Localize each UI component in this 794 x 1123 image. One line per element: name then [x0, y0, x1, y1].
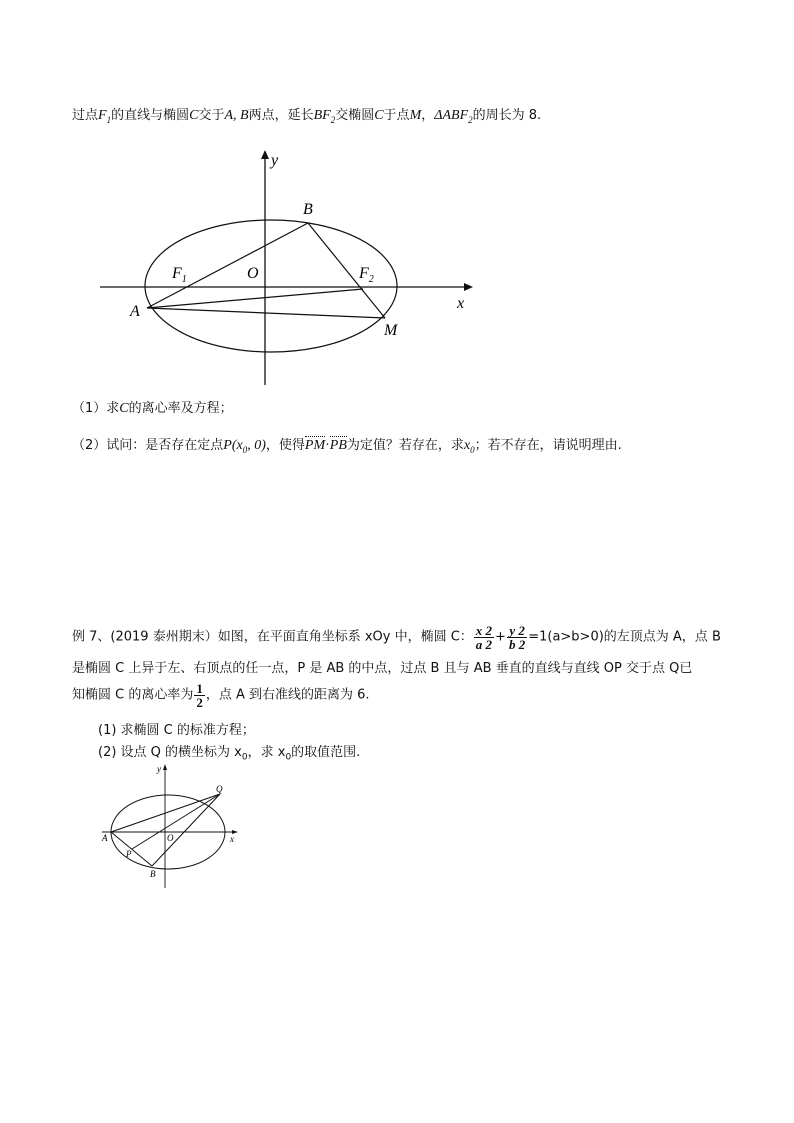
text: ，使得 [265, 438, 305, 453]
subscript: 0 [285, 752, 292, 763]
subscript: 0 [241, 752, 248, 763]
problem6-question-2 [72, 437, 622, 459]
x-axis-arrow [464, 283, 473, 291]
text: 的周长为 8. [472, 108, 542, 123]
c-label: C [119, 401, 129, 416]
label-O: O [247, 265, 259, 282]
ellipse-figure-2 [98, 762, 243, 892]
c-label: C [374, 108, 384, 123]
segment-BM [308, 223, 385, 318]
segment-AF2 [147, 289, 363, 308]
text: 的离心率及方程； [128, 401, 233, 416]
vector-pm: PM [304, 438, 326, 453]
point-p-label: $P(x_0$, 0) [223, 438, 266, 455]
text: 的直线与椭圆 [111, 108, 190, 123]
text: 为定值？若存在，求 [346, 438, 464, 453]
ab-label: A, B [224, 108, 249, 123]
label-B: B [303, 201, 313, 218]
f1-label: $F_1$ [98, 108, 112, 125]
vector-pb: PB [329, 438, 347, 453]
text: 知椭圆 C 的离心率为 [72, 687, 194, 703]
text: ，点 A 到右准线的距离为 6. [205, 687, 370, 703]
text: (1) 求椭圆 C 的标准方程； [98, 723, 255, 738]
text: (2) 设点 Q 的横坐标为 x [98, 745, 242, 760]
dot-operator: · [325, 438, 330, 453]
text: ，求 x [247, 745, 286, 760]
text: 例 7、(2019 泰州期末）如图，在平面直角坐标系 xOy 中，椭圆 C： [72, 629, 473, 645]
problem7-line-3 [72, 682, 370, 709]
label-x: x [457, 295, 465, 312]
text: （1）求 [72, 401, 120, 416]
text: 两点，延长 [248, 108, 314, 123]
ellipse-figure-1 [95, 145, 480, 390]
text: ；若不存在，请说明理由. [474, 438, 622, 453]
fraction-one-half: $\frac{1}{2}$ [196, 681, 203, 710]
label-M: M [384, 322, 398, 339]
label-y: y [271, 152, 279, 169]
text: 于点 [383, 108, 410, 123]
fraction-y2-b2: $\frac{y 2}{b 2}$ [508, 623, 526, 652]
bf2-label: $BF_2$ [313, 108, 336, 125]
problem7-question-1 [98, 722, 255, 740]
label-B: B [150, 869, 156, 879]
label-x: x [230, 834, 234, 844]
problem6-statement [72, 107, 541, 129]
text: 交于 [198, 108, 225, 123]
y-axis-arrow [163, 764, 167, 770]
problem6-question-1 [72, 400, 233, 418]
triangle-label: $\Delta ABF_2$ [434, 108, 473, 125]
text: =1(a>b>0)的左顶点为 A，点 B [528, 629, 721, 645]
label-P: P [126, 849, 132, 859]
problem7-line-1 [72, 624, 721, 651]
c-label: C [189, 108, 199, 123]
label-F1: $F_1$ [172, 265, 187, 285]
label-Q: Q [216, 784, 223, 794]
text: 过点 [72, 108, 99, 123]
label-F2: $F_2$ [359, 265, 374, 285]
problem7-line-2 [72, 660, 692, 678]
text: 是椭圆 C 上异于左、右顶点的任一点，P 是 AB 的中点，过点 B 且与 AB 垂直的直线与直线 OP 交于点 Q已 [72, 661, 693, 676]
x0-label: $x_0$ [463, 438, 475, 455]
label-A: A [130, 303, 140, 320]
label-A: A [102, 833, 108, 843]
segment-AM [147, 308, 385, 318]
fraction-x2-a2: $\frac{x 2}{a 2}$ [475, 623, 493, 652]
text: （2）试问：是否存在定点 [72, 438, 224, 453]
y-axis-arrow [261, 150, 269, 159]
text: ， [421, 108, 435, 123]
plus-sign: + [495, 629, 506, 645]
label-y: y [157, 764, 161, 774]
text: 的取值范围. [291, 745, 361, 760]
m-label: M [409, 108, 422, 123]
label-O: O [167, 833, 174, 843]
segment-AQ [111, 794, 220, 832]
text: 交椭圆 [335, 108, 375, 123]
